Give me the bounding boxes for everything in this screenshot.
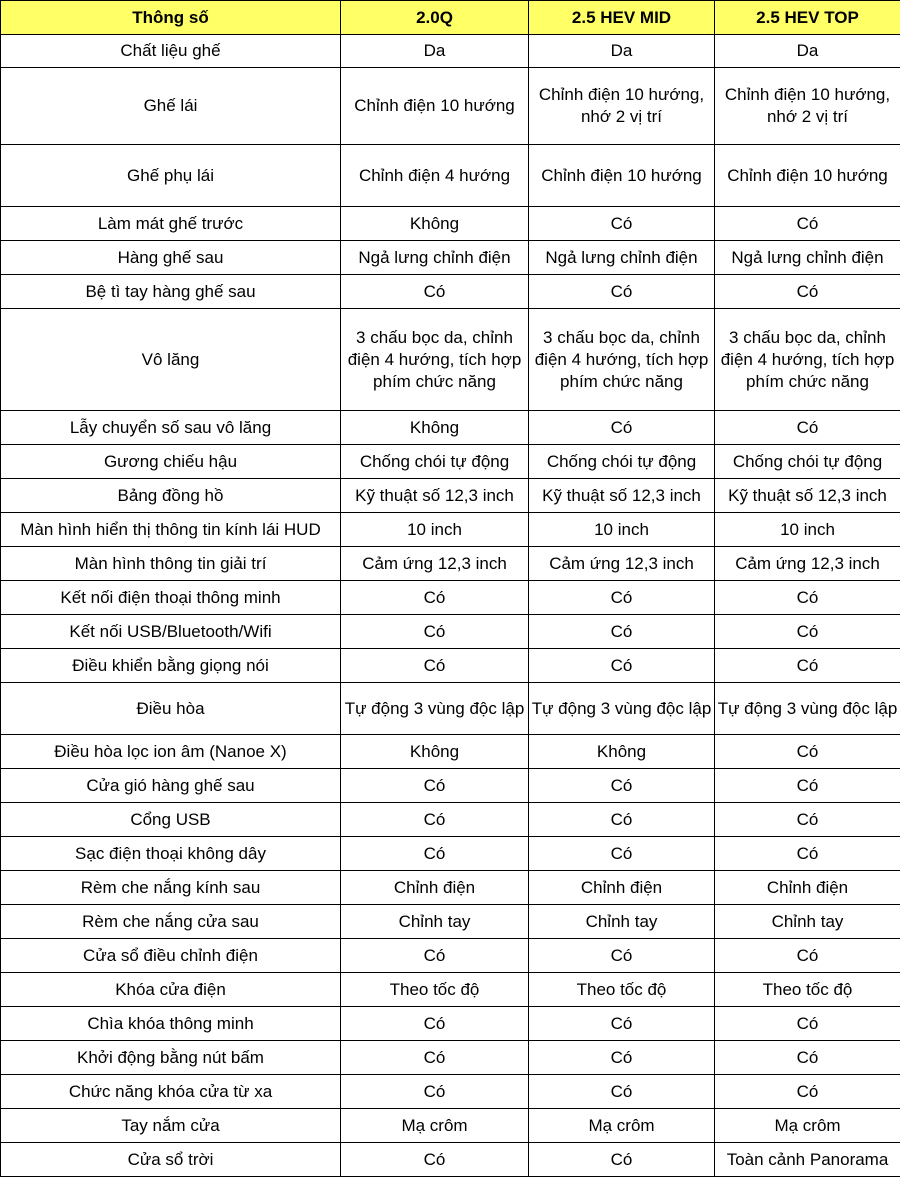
table-row (1, 683, 900, 735)
spec-name-cell: Cổng USB (1, 803, 341, 837)
spec-name-cell: Ghế phụ lái (1, 145, 341, 207)
value-2-5-hev-mid-cell: 10 inch (529, 513, 715, 547)
value-2-5-hev-mid-cell: Chỉnh điện 10 hướng (529, 145, 715, 207)
table-row (1, 275, 900, 309)
value-2-5-hev-top-cell: Chỉnh tay (715, 905, 900, 939)
spec-name-cell: Khởi động bằng nút bấm (1, 1041, 341, 1075)
value-2-5-hev-top-cell: Kỹ thuật số 12,3 inch (715, 479, 900, 513)
value-2-0q-cell: 10 inch (341, 513, 529, 547)
value-2-5-hev-mid-cell: 3 chấu bọc da, chỉnh điện 4 hướng, tích hợp phím chức năng (529, 309, 715, 411)
value-2-0q-cell: Có (341, 1143, 529, 1177)
spec-table-body (1, 35, 900, 1177)
header-2-0q: 2.0Q (341, 1, 529, 35)
value-2-5-hev-mid-cell: Có (529, 769, 715, 803)
spec-name-cell: Rèm che nắng cửa sau (1, 905, 341, 939)
header-2-5-hev-top: 2.5 HEV TOP (715, 1, 900, 35)
value-2-0q-cell: Có (341, 581, 529, 615)
value-2-5-hev-mid-cell: Tự động 3 vùng độc lập (529, 683, 715, 735)
spec-name-cell: Lẫy chuyển số sau vô lăng (1, 411, 341, 445)
table-row (1, 411, 900, 445)
spec-name-cell: Bảng đồng hồ (1, 479, 341, 513)
value-2-5-hev-top-cell: Chỉnh điện (715, 871, 900, 905)
value-2-5-hev-top-cell: Có (715, 735, 900, 769)
spec-table-header (1, 1, 900, 35)
table-row (1, 309, 900, 411)
value-2-5-hev-top-cell: Có (715, 615, 900, 649)
table-row (1, 1041, 900, 1075)
value-2-0q-cell: Ngả lưng chỉnh điện (341, 241, 529, 275)
value-2-5-hev-mid-cell: Cảm ứng 12,3 inch (529, 547, 715, 581)
value-2-0q-cell: Có (341, 615, 529, 649)
value-2-0q-cell: Cảm ứng 12,3 inch (341, 547, 529, 581)
value-2-0q-cell: Chỉnh điện 4 hướng (341, 145, 529, 207)
value-2-5-hev-mid-cell: Có (529, 1075, 715, 1109)
value-2-5-hev-top-cell: Có (715, 275, 900, 309)
table-row (1, 649, 900, 683)
value-2-5-hev-mid-cell: Có (529, 411, 715, 445)
value-2-5-hev-mid-cell: Chỉnh tay (529, 905, 715, 939)
table-row (1, 615, 900, 649)
value-2-5-hev-top-cell: Da (715, 35, 900, 68)
table-row (1, 513, 900, 547)
value-2-5-hev-top-cell: Mạ crôm (715, 1109, 900, 1143)
value-2-0q-cell: Có (341, 275, 529, 309)
value-2-5-hev-top-cell: Có (715, 837, 900, 871)
value-2-5-hev-mid-cell: Theo tốc độ (529, 973, 715, 1007)
spec-name-cell: Tay nắm cửa (1, 1109, 341, 1143)
value-2-0q-cell: Có (341, 649, 529, 683)
spec-name-cell: Làm mát ghế trước (1, 207, 341, 241)
value-2-0q-cell: Có (341, 1041, 529, 1075)
value-2-5-hev-top-cell: Chống chói tự động (715, 445, 900, 479)
value-2-5-hev-top-cell: Có (715, 411, 900, 445)
table-row (1, 939, 900, 973)
spec-name-cell: Cửa sổ điều chỉnh điện (1, 939, 341, 973)
table-row (1, 479, 900, 513)
value-2-5-hev-top-cell: 10 inch (715, 513, 900, 547)
value-2-0q-cell: Tự động 3 vùng độc lập (341, 683, 529, 735)
value-2-5-hev-top-cell: Có (715, 1075, 900, 1109)
value-2-5-hev-mid-cell: Kỹ thuật số 12,3 inch (529, 479, 715, 513)
value-2-0q-cell: Chỉnh điện 10 hướng (341, 68, 529, 145)
value-2-5-hev-top-cell: Cảm ứng 12,3 inch (715, 547, 900, 581)
spec-name-cell: Chất liệu ghế (1, 35, 341, 68)
spec-name-cell: Rèm che nắng kính sau (1, 871, 341, 905)
value-2-5-hev-top-cell: Có (715, 207, 900, 241)
table-row (1, 1075, 900, 1109)
value-2-5-hev-mid-cell: Có (529, 615, 715, 649)
spec-name-cell: Sạc điện thoại không dây (1, 837, 341, 871)
table-row (1, 445, 900, 479)
value-2-5-hev-top-cell: Có (715, 769, 900, 803)
spec-name-cell: Điều khiển bằng giọng nói (1, 649, 341, 683)
value-2-0q-cell: Có (341, 1075, 529, 1109)
spec-name-cell: Màn hình thông tin giải trí (1, 547, 341, 581)
header-thong-so: Thông số (1, 1, 341, 35)
value-2-5-hev-mid-cell: Không (529, 735, 715, 769)
value-2-0q-cell: 3 chấu bọc da, chỉnh điện 4 hướng, tích hợp phím chức năng (341, 309, 529, 411)
value-2-5-hev-mid-cell: Có (529, 1041, 715, 1075)
value-2-5-hev-top-cell: Có (715, 1041, 900, 1075)
table-row (1, 905, 900, 939)
spec-name-cell: Cửa gió hàng ghế sau (1, 769, 341, 803)
value-2-0q-cell: Có (341, 769, 529, 803)
value-2-5-hev-mid-cell: Có (529, 803, 715, 837)
spec-name-cell: Vô lăng (1, 309, 341, 411)
table-row (1, 35, 900, 68)
spec-name-cell: Gương chiếu hậu (1, 445, 341, 479)
value-2-0q-cell: Chỉnh điện (341, 871, 529, 905)
table-row (1, 769, 900, 803)
value-2-5-hev-top-cell: Có (715, 1007, 900, 1041)
table-row (1, 871, 900, 905)
table-row (1, 973, 900, 1007)
value-2-0q-cell: Không (341, 735, 529, 769)
spec-name-cell: Màn hình hiển thị thông tin kính lái HUD (1, 513, 341, 547)
value-2-5-hev-top-cell: Theo tốc độ (715, 973, 900, 1007)
table-row (1, 1109, 900, 1143)
table-row (1, 145, 900, 207)
value-2-5-hev-top-cell: Tự động 3 vùng độc lập (715, 683, 900, 735)
value-2-5-hev-top-cell: Có (715, 649, 900, 683)
spec-name-cell: Chức năng khóa cửa từ xa (1, 1075, 341, 1109)
table-row (1, 837, 900, 871)
value-2-5-hev-mid-cell: Có (529, 939, 715, 973)
table-row (1, 735, 900, 769)
table-row (1, 803, 900, 837)
value-2-5-hev-top-cell: Có (715, 939, 900, 973)
value-2-0q-cell: Da (341, 35, 529, 68)
value-2-5-hev-mid-cell: Có (529, 275, 715, 309)
spec-name-cell: Điều hòa (1, 683, 341, 735)
spec-name-cell: Chìa khóa thông minh (1, 1007, 341, 1041)
value-2-0q-cell: Có (341, 1007, 529, 1041)
value-2-5-hev-top-cell: Ngả lưng chỉnh điện (715, 241, 900, 275)
value-2-5-hev-top-cell: Chỉnh điện 10 hướng, nhớ 2 vị trí (715, 68, 900, 145)
table-row (1, 547, 900, 581)
table-row (1, 1143, 900, 1177)
value-2-0q-cell: Không (341, 207, 529, 241)
value-2-5-hev-mid-cell: Có (529, 1143, 715, 1177)
value-2-5-hev-mid-cell: Có (529, 581, 715, 615)
value-2-0q-cell: Mạ crôm (341, 1109, 529, 1143)
value-2-0q-cell: Không (341, 411, 529, 445)
value-2-0q-cell: Có (341, 939, 529, 973)
value-2-0q-cell: Có (341, 803, 529, 837)
value-2-5-hev-mid-cell: Chỉnh điện 10 hướng, nhớ 2 vị trí (529, 68, 715, 145)
value-2-0q-cell: Chỉnh tay (341, 905, 529, 939)
value-2-5-hev-mid-cell: Có (529, 207, 715, 241)
value-2-5-hev-mid-cell: Da (529, 35, 715, 68)
value-2-5-hev-mid-cell: Chỉnh điện (529, 871, 715, 905)
header-2-5-hev-mid: 2.5 HEV MID (529, 1, 715, 35)
table-row (1, 1007, 900, 1041)
spec-name-cell: Ghế lái (1, 68, 341, 145)
table-row (1, 68, 900, 145)
value-2-0q-cell: Kỹ thuật số 12,3 inch (341, 479, 529, 513)
spec-name-cell: Bệ tì tay hàng ghế sau (1, 275, 341, 309)
spec-name-cell: Khóa cửa điện (1, 973, 341, 1007)
value-2-5-hev-top-cell: 3 chấu bọc da, chỉnh điện 4 hướng, tích hợp phím chức năng (715, 309, 900, 411)
spec-name-cell: Điều hòa lọc ion âm (Nanoe X) (1, 735, 341, 769)
value-2-5-hev-mid-cell: Ngả lưng chỉnh điện (529, 241, 715, 275)
value-2-5-hev-mid-cell: Có (529, 837, 715, 871)
value-2-0q-cell: Chống chói tự động (341, 445, 529, 479)
table-row (1, 241, 900, 275)
table-row (1, 207, 900, 241)
spec-name-cell: Kết nối USB/Bluetooth/Wifi (1, 615, 341, 649)
value-2-5-hev-top-cell: Toàn cảnh Panorama (715, 1143, 900, 1177)
header-row (1, 1, 900, 35)
spec-name-cell: Kết nối điện thoại thông minh (1, 581, 341, 615)
value-2-5-hev-mid-cell: Chống chói tự động (529, 445, 715, 479)
value-2-5-hev-mid-cell: Mạ crôm (529, 1109, 715, 1143)
spec-name-cell: Cửa sổ trời (1, 1143, 341, 1177)
value-2-0q-cell: Theo tốc độ (341, 973, 529, 1007)
value-2-5-hev-top-cell: Có (715, 803, 900, 837)
value-2-5-hev-top-cell: Chỉnh điện 10 hướng (715, 145, 900, 207)
value-2-5-hev-top-cell: Có (715, 581, 900, 615)
value-2-0q-cell: Có (341, 837, 529, 871)
table-row (1, 581, 900, 615)
value-2-5-hev-mid-cell: Có (529, 649, 715, 683)
value-2-5-hev-mid-cell: Có (529, 1007, 715, 1041)
spec-name-cell: Hàng ghế sau (1, 241, 341, 275)
